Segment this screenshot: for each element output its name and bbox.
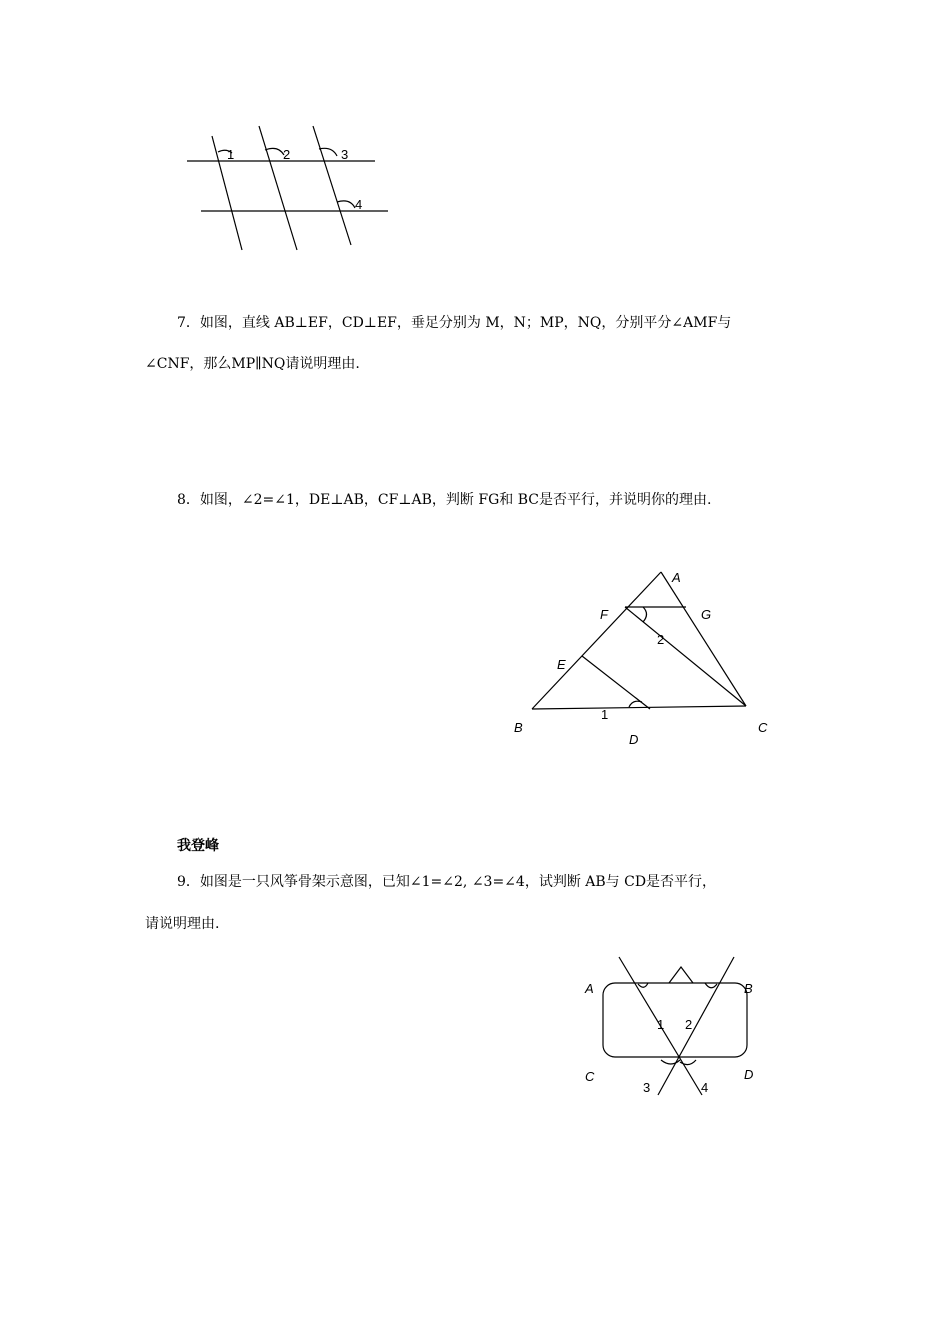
figure2-label-b: B (514, 720, 523, 735)
figure2-label-2: 2 (657, 632, 665, 647)
figure3-label-b: B (744, 981, 753, 996)
figure2-label-c: C (758, 720, 768, 735)
figure-kite-frame (575, 950, 775, 1100)
figure2-label-f: F (600, 607, 608, 622)
figure3-label-4: 4 (701, 1080, 709, 1095)
figure2-label-a: A (672, 570, 681, 585)
section-title: 我登峰 (177, 838, 219, 854)
question-9-line-1: 9．如图是一只风筝骨架示意图，已知∠1=∠2, ∠3=∠4，试判断 AB与 CD是否平行， (177, 874, 717, 890)
figure3-label-2: 2 (685, 1017, 693, 1032)
question-7-line-1: 7．如图，直线 AB⊥EF，CD⊥EF，垂足分别为 M，N；MP，NQ，分别平分∠AMF与 (177, 315, 732, 331)
figure1-label-2: 2 (283, 147, 291, 162)
figure-triangle-abc (505, 562, 785, 752)
figure3-label-a: A (585, 981, 594, 996)
figure2-label-e: E (557, 657, 566, 672)
figure-parallel-lines (180, 118, 400, 258)
figure3-label-d: D (744, 1067, 754, 1082)
figure1-label-1: 1 (227, 147, 235, 162)
figure3-label-3: 3 (643, 1080, 651, 1095)
figure2-label-g: G (701, 607, 712, 622)
figure2-label-1: 1 (601, 707, 609, 722)
question-8-line-1: 8．如图，∠2=∠1，DE⊥AB，CF⊥AB，判断 FG和 BC是否平行，并说明你的理由. (177, 492, 712, 508)
figure2-label-d: D (629, 732, 639, 747)
figure3-label-1: 1 (657, 1017, 665, 1032)
question-9-line-2: 请说明理由. (145, 916, 220, 932)
figure1-label-4: 4 (355, 197, 363, 212)
figure1-label-3: 3 (341, 147, 349, 162)
question-7-line-2: ∠CNF，那么MP∥NQ请说明理由. (145, 356, 360, 372)
figure3-label-c: C (585, 1069, 595, 1084)
